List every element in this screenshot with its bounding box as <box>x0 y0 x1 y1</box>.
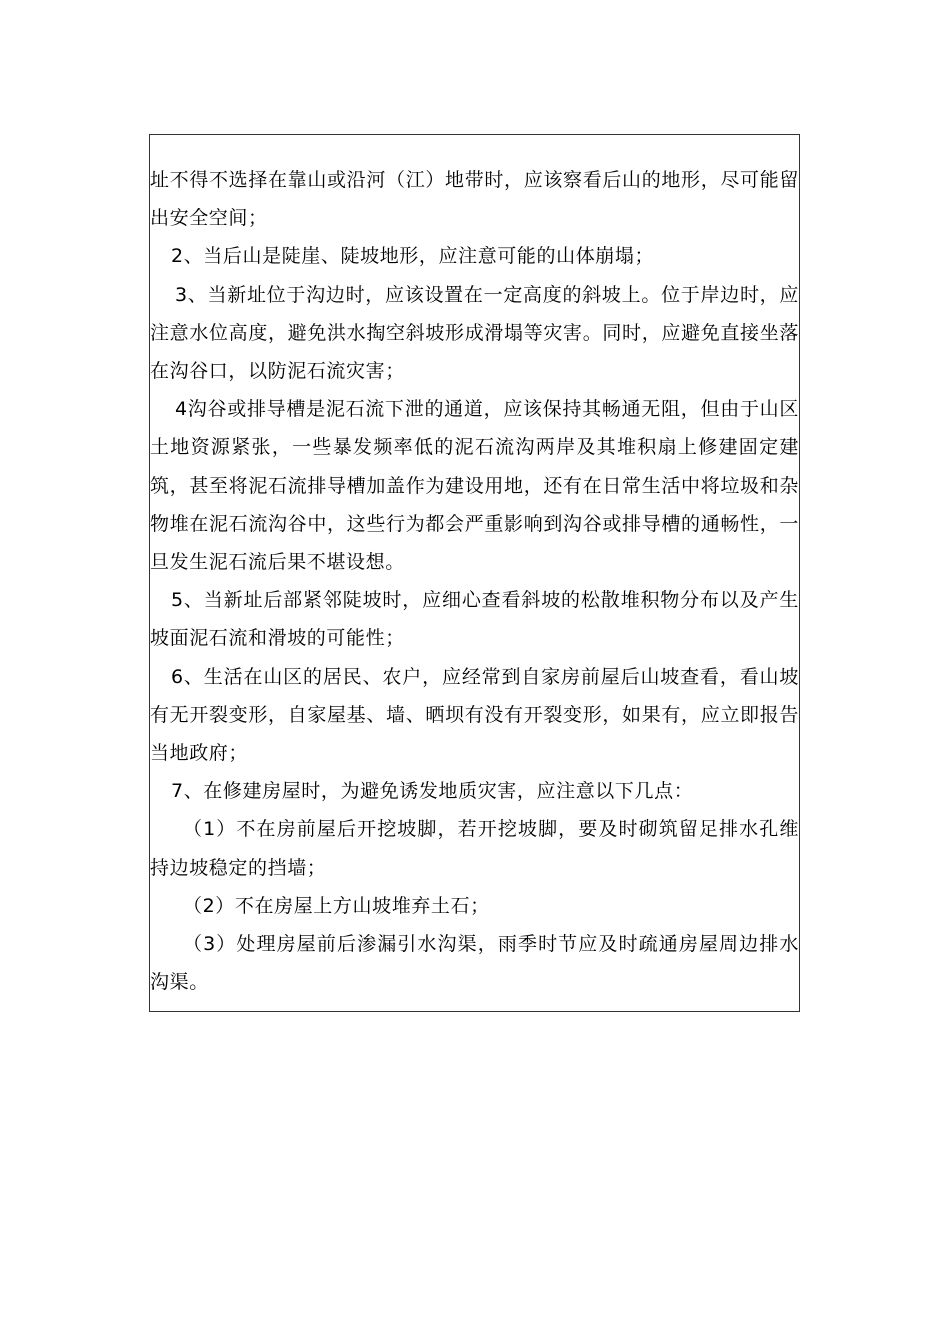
paragraph-item-7: 7、在修建房屋时，为避免诱发地质灾害，应注意以下几点： <box>171 780 694 803</box>
paragraph-item-6: 6、生活在山区的居民、农户，应经常到自家房前屋后山坡查看，看山坡有无开裂变形，自家屋基、墙、晒坝有没有开裂变形，如果有，应立即报告当地政府； <box>150 665 799 765</box>
paragraph-item-4: 4沟谷或排导槽是泥石流下泄的通道，应该保持其畅通无阻，但由于山区土地资源紧张，一些暴发频率低的泥石流沟两岸及其堆积扇上修建固定建筑，甚至将泥石流排导槽加盖作为建设用地，还有在日常生活中将垃圾和杂物堆在泥石流沟谷中，这些行为都会严重影响到沟谷或排导槽的通畅性，一旦发生泥石流后果不堪设想。 <box>150 398 799 574</box>
paragraph-item-2: 2、当后山是陡崖、陡坡地形，应注意可能的山体崩塌； <box>171 245 655 268</box>
paragraph-site-selection: 址不得不选择在靠山或沿河（江）地带时，应该察看后山的地形，尽可能留出安全空间； <box>150 169 799 230</box>
paragraph-item-3: 3、当新址位于沟边时，应该设置在一定高度的斜坡上。位于岸边时，应注意水位高度，避免洪水掏空斜坡形成滑塌等灾害。同时，应避免直接坐落在沟谷口，以防泥石流灾害； <box>150 283 799 383</box>
paragraph-subitem-1: （1）不在房前屋后开挖坡脚，若开挖坡脚，要及时砌筑留足排水孔维持边坡稳定的挡墙； <box>150 818 799 879</box>
paragraph-subitem-3: （3）处理房屋前后渗漏引水沟渠，雨季时节应及时疏通房屋周边排水沟渠。 <box>150 933 799 994</box>
paragraph-subitem-2: （2）不在房屋上方山坡堆弃土石； <box>183 894 490 917</box>
paragraph-item-5: 5、当新址后部紧邻陡坡时，应细心查看斜坡的松散堆积物分布以及产生坡面泥石流和滑坡的可能性； <box>150 589 799 650</box>
text-frame <box>149 134 800 1012</box>
